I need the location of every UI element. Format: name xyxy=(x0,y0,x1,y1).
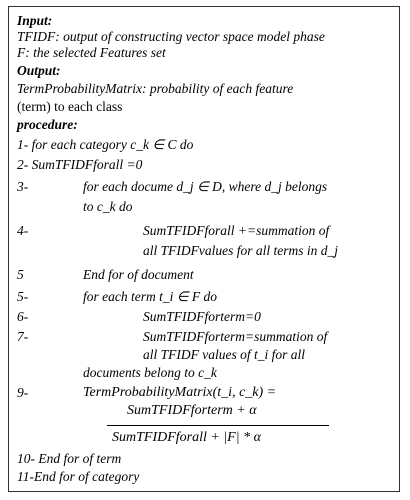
input-heading: Input: xyxy=(17,13,53,28)
fraction-numerator: SumTFIDFforterm + α xyxy=(127,403,257,418)
step-7-line-b: all TFIDF values of t_i for all xyxy=(143,347,305,362)
step-4-line-a: SumTFIDFforall +=summation of xyxy=(143,223,330,238)
step-5b-number: 5- xyxy=(17,289,29,304)
fraction-denominator: SumTFIDFforall + |F| * α xyxy=(112,430,261,445)
step-9-lhs: TermProbabilityMatrix(t_i, c_k) = xyxy=(83,385,277,400)
step-5a: End for of document xyxy=(83,267,194,282)
input-f: F: the selected Features set xyxy=(17,45,166,60)
step-5a-number: 5 xyxy=(17,267,24,282)
step-5b: for each term t_i ∈ F do xyxy=(83,289,217,304)
step-3-number: 3- xyxy=(17,179,29,194)
step-4-number: 4- xyxy=(17,223,29,238)
output-heading: Output: xyxy=(17,63,61,78)
output-line-2: (term) to each class xyxy=(17,99,123,114)
algorithm-box xyxy=(8,6,400,492)
step-3-line-b: to c_k do xyxy=(83,199,133,214)
step-10: 10- End for of term xyxy=(17,451,122,466)
step-6-number: 6- xyxy=(17,309,29,324)
output-line-1: TermProbabilityMatrix: probability of each feature xyxy=(17,81,294,96)
step-2: 2- SumTFIDFforall =0 xyxy=(17,157,143,172)
fraction-bar xyxy=(107,425,329,426)
step-3-line-a: for each docume d_j ∈ D, where d_j belongs xyxy=(83,179,328,194)
step-9-number: 9- xyxy=(17,385,29,400)
step-4-line-b: all TFIDFvalues for all terms in d_j xyxy=(143,243,338,258)
step-1: 1- for each category c_k ∈ C do xyxy=(17,137,194,152)
step-6: SumTFIDFforterm=0 xyxy=(143,309,261,324)
procedure-heading: procedure: xyxy=(17,117,78,132)
step-7-line-a: SumTFIDFforterm=summation of xyxy=(143,329,328,344)
step-11: 11-End for of category xyxy=(17,469,140,484)
step-7-line-c: documents belong to c_k xyxy=(83,365,217,380)
input-tfidf: TFIDF: output of constructing vector space model phase xyxy=(17,29,325,44)
step-7-number: 7- xyxy=(17,329,29,344)
